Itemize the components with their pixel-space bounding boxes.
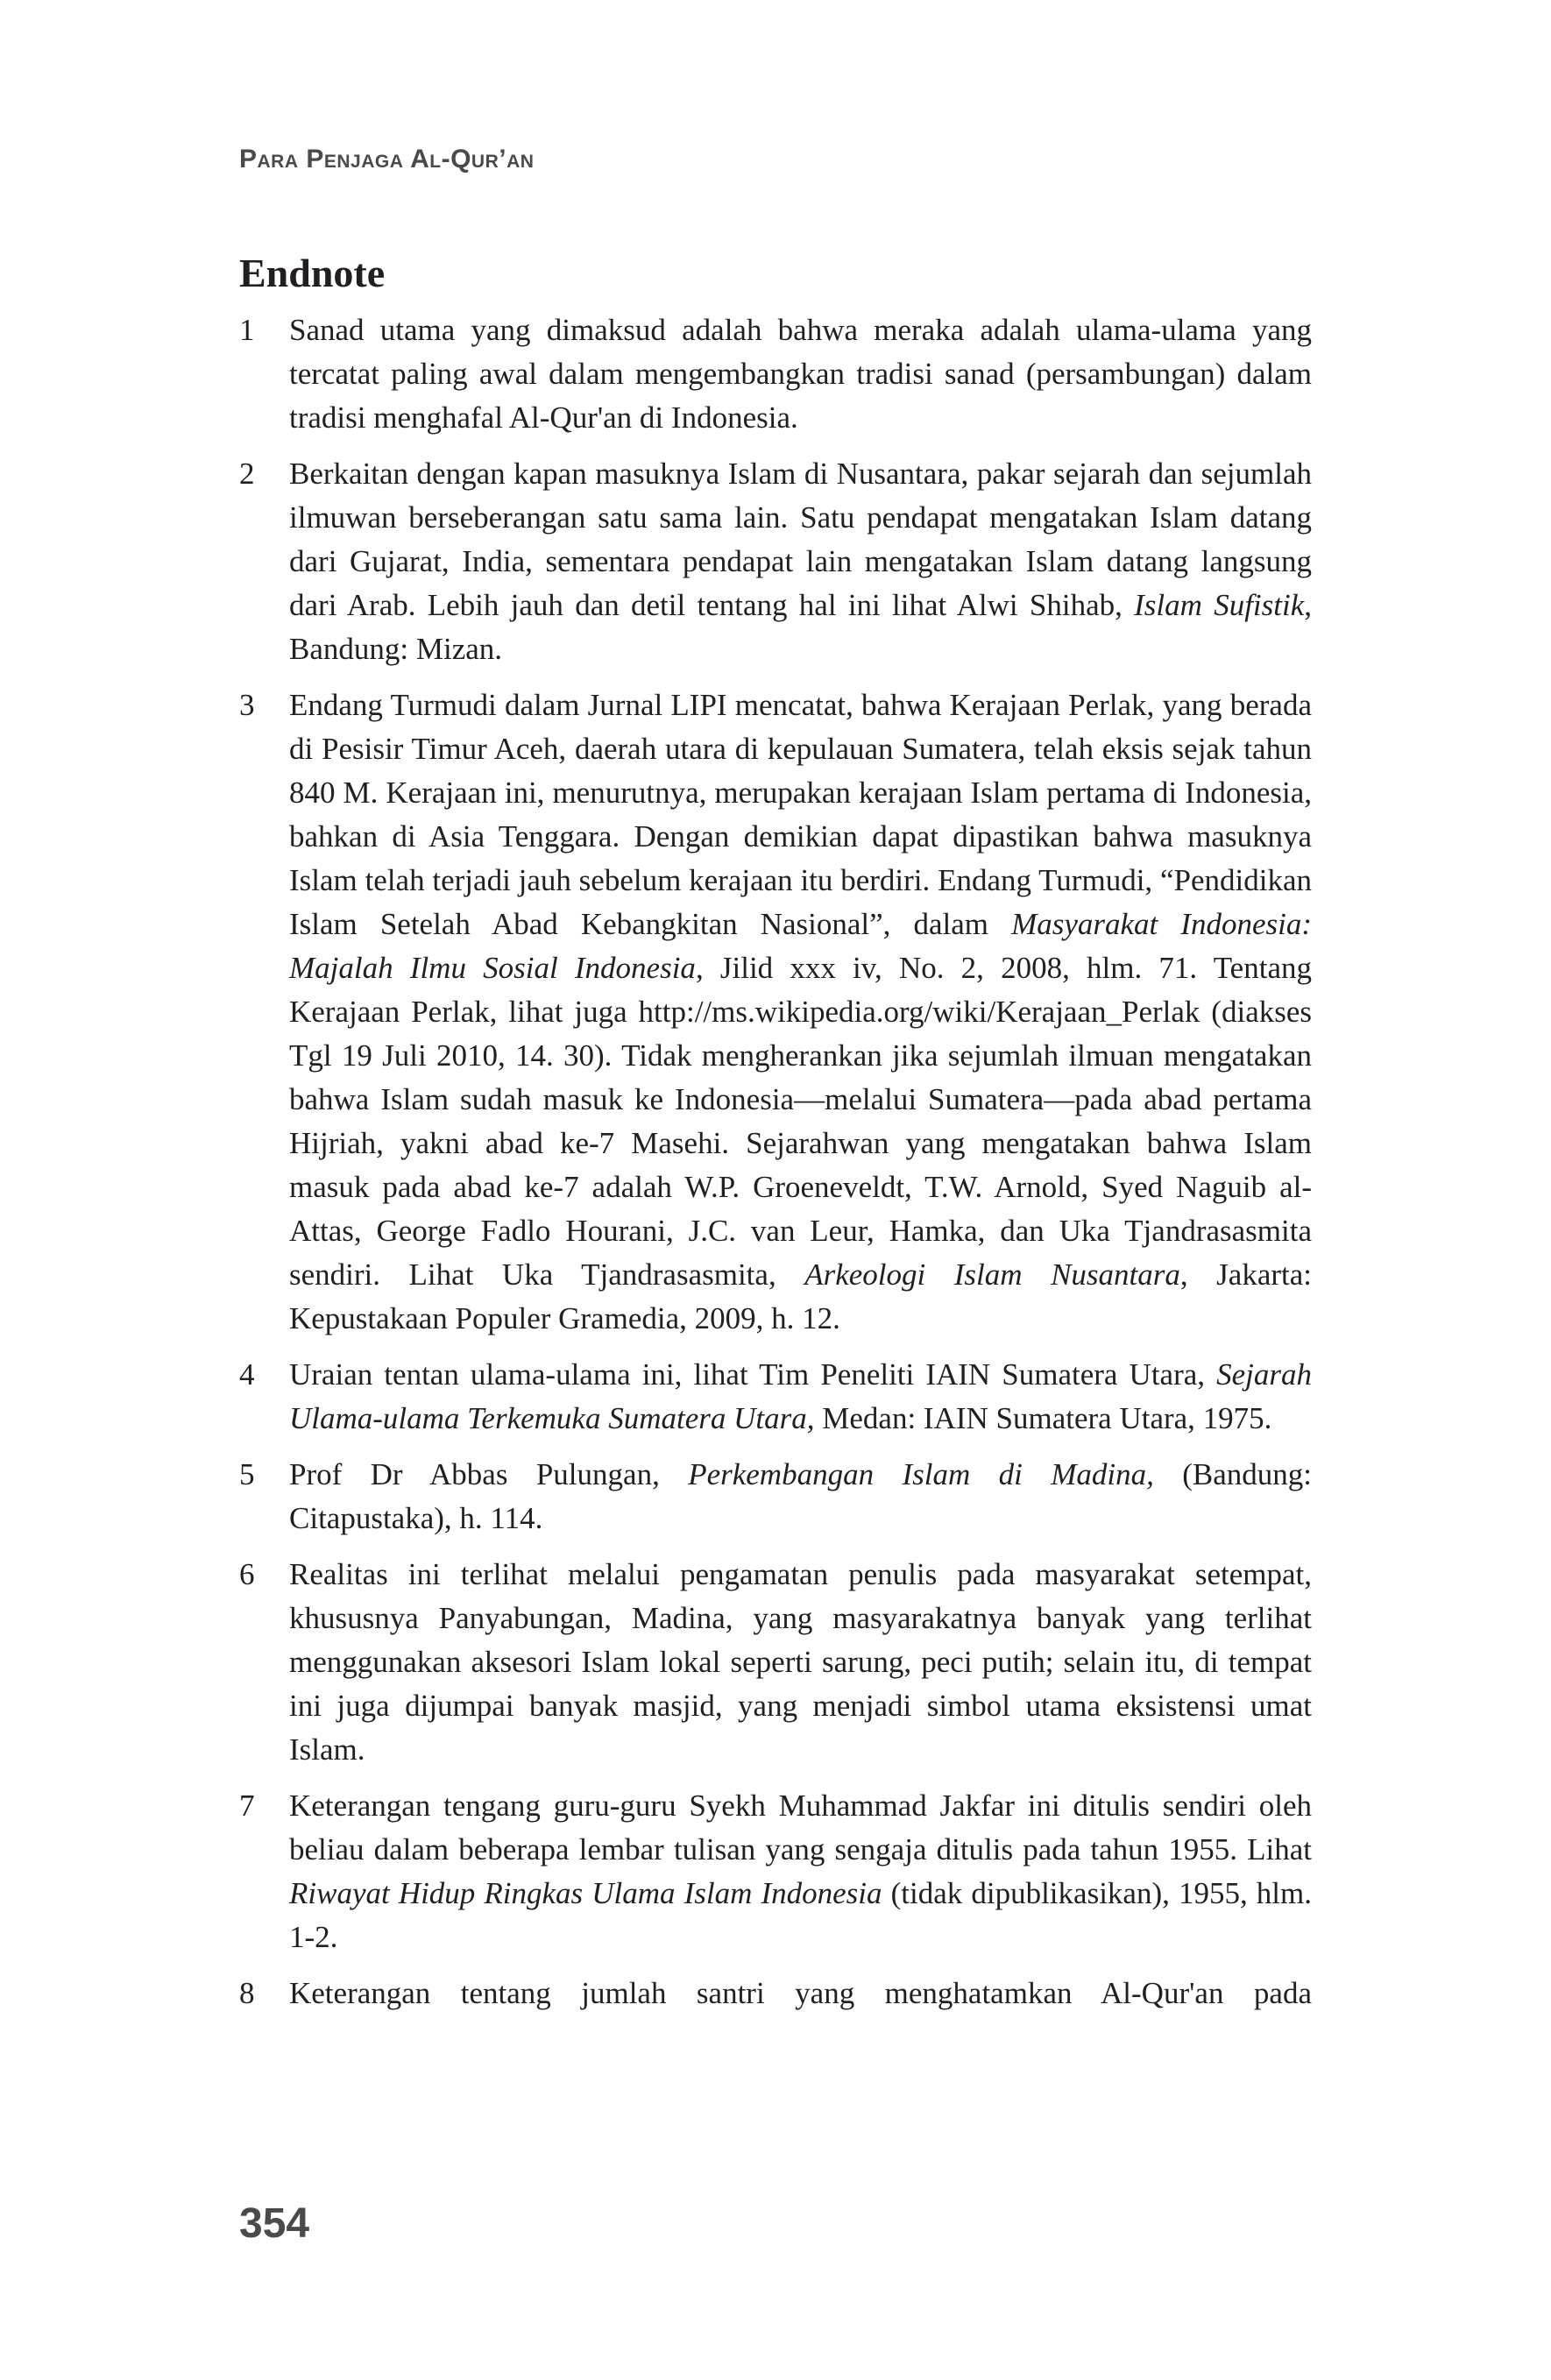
endnote-item — [239, 1784, 1312, 1959]
text-segment: Keterangan tentang jumlah santri yang menghatamkan Al-Qur'an pada — [289, 1976, 1312, 2010]
text-segment: (Bandung: Citapustaka), h. 114. — [289, 1457, 1312, 1535]
text-segment: Keterangan tengang guru-guru Syekh Muhammad Jakfar ini ditulis sendiri oleh beliau dalam beberapa lembar tulisan yang sengaja ditulis pada tahun 1955. Lihat — [289, 1789, 1312, 1866]
endnote-item — [239, 308, 1312, 440]
text-segment: Realitas ini terlihat melalui pengamatan penulis pada masyarakat setempat, khususnya Panyabungan, Madina, yang masyarakatnya banyak yang terlihat menggunakan aksesori Islam lokal seperti sarung, peci putih; selain itu, di tempat ini juga dijumpai banyak masjid, yang menjadi simbol utama eksistensi umat Islam. — [289, 1557, 1312, 1767]
endnote-text — [289, 1353, 1312, 1441]
page-number: 354 — [239, 2200, 310, 2247]
text-segment: , Jakarta: Kepustakaan Populer Gramedia, 2009, h. 12. — [289, 1257, 1312, 1335]
endnote-text — [289, 452, 1312, 671]
endnote-text — [289, 1972, 1312, 2015]
text-segment: Uraian tentan ulama-ulama ini, lihat Tim Peneliti IAIN Sumatera Utara, — [289, 1357, 1217, 1392]
text-segment: , Jilid xxx iv, No. 2, 2008, hlm. 71. Tentang Kerajaan Perlak, lihat juga http://ms.wikipedia.org/wiki/Kerajaan_Perlak (diakses Tgl 19 Juli 2010, 14. 30). Tidak mengherankan jika sejumlah ilmuan mengatakan bahwa Islam sudah masuk ke Indonesia—melalui Sumatera—pada abad pertama Hijriah, yakni abad ke-7 Masehi. Sejarahwan yang mengatakan bahwa Islam masuk pada abad ke-7 adalah W.P. Groeneveldt, T.W. Arnold, Syed Naguib al-Attas, George Fadlo Hourani, J.C. van Leur, Hamka, dan Uka Tjandrasasmita sendiri. Lihat Uka Tjandrasasmita, — [289, 951, 1312, 1292]
endnote-item — [239, 1453, 1312, 1541]
endnote-number: 8 — [239, 1976, 255, 2010]
endnote-text — [289, 1453, 1312, 1541]
text-segment: Berkaitan dengan kapan masuknya Islam di Nusantara, pakar sejarah dan sejumlah ilmuwan berseberangan satu sama lain. Satu pendapat mengatakan Islam datang dari Gujarat, India, sementara pendapat lain mengatakan Islam datang langsung dari Arab. Lebih jauh dan detil tentang hal ini lihat Alwi Shihab, — [289, 457, 1312, 622]
section-title: Endnote — [239, 251, 386, 295]
text-segment: Endang Turmudi dalam Jurnal LIPI mencatat, bahwa Kerajaan Perlak, yang berada di Pesisir Timur Aceh, daerah utara di kepulauan Sumatera, telah eksis sejak tahun 840 M. Kerajaan ini, menurutnya, merupakan kerajaan Islam pertama di Indonesia, bahkan di Asia Tenggara. Dengan demikian dapat dipastikan bahwa masuknya Islam telah terjadi jauh sebelum kerajaan itu berdiri. Endang Turmudi, “Pendidikan Islam Setelah Abad Kebangkitan Nasional”, dalam — [289, 688, 1312, 941]
citation-title: Perkembangan Islam di Madina, — [688, 1457, 1154, 1491]
endnote-number: 3 — [239, 688, 255, 722]
endnote-number: 7 — [239, 1789, 255, 1823]
endnote-number: 5 — [239, 1457, 255, 1491]
citation-title: Islam Sufistik — [1134, 588, 1305, 622]
endnote-list — [239, 308, 1312, 2028]
endnote-item — [239, 1553, 1312, 1772]
endnote-item — [239, 684, 1312, 1341]
endnote-item — [239, 1972, 1312, 2015]
endnote-text — [289, 684, 1312, 1341]
running-head: Para Penjaga Al-Qur’an — [239, 145, 535, 174]
endnote-number: 6 — [239, 1557, 255, 1591]
endnote-number: 1 — [239, 313, 255, 347]
endnote-item — [239, 452, 1312, 671]
citation-title: Masyarakat Indonesia: Majalah Ilmu Sosial Indonesia — [289, 907, 1313, 985]
citation-title: Riwayat Hidup Ringkas Ulama Islam Indonesia — [289, 1876, 882, 1910]
endnote-number: 4 — [239, 1357, 255, 1392]
citation-title: Sejarah Ulama-ulama Terkemuka Sumatera Utara, — [289, 1357, 1312, 1435]
text-segment: Prof Dr Abbas Pulungan, — [289, 1457, 689, 1491]
endnote-item — [239, 1353, 1312, 1441]
endnote-number: 2 — [239, 457, 255, 491]
endnote-text — [289, 1553, 1312, 1772]
text-segment: (tidak dipublikasikan), 1955, hlm. 1-2. — [289, 1876, 1312, 1954]
text-segment: , Bandung: Mizan. — [289, 588, 1313, 666]
text-segment: Sanad utama yang dimaksud adalah bahwa meraka adalah ulama-ulama yang tercatat paling awal dalam mengembangkan tradisi sanad (persambungan) dalam tradisi menghafal Al-Qur'an di Indonesia. — [289, 313, 1312, 435]
citation-title: Arkeologi Islam Nusantara — [804, 1257, 1180, 1292]
text-segment: Medan: IAIN Sumatera Utara, 1975. — [814, 1401, 1272, 1435]
endnote-text — [289, 308, 1312, 440]
endnote-text — [289, 1784, 1312, 1959]
